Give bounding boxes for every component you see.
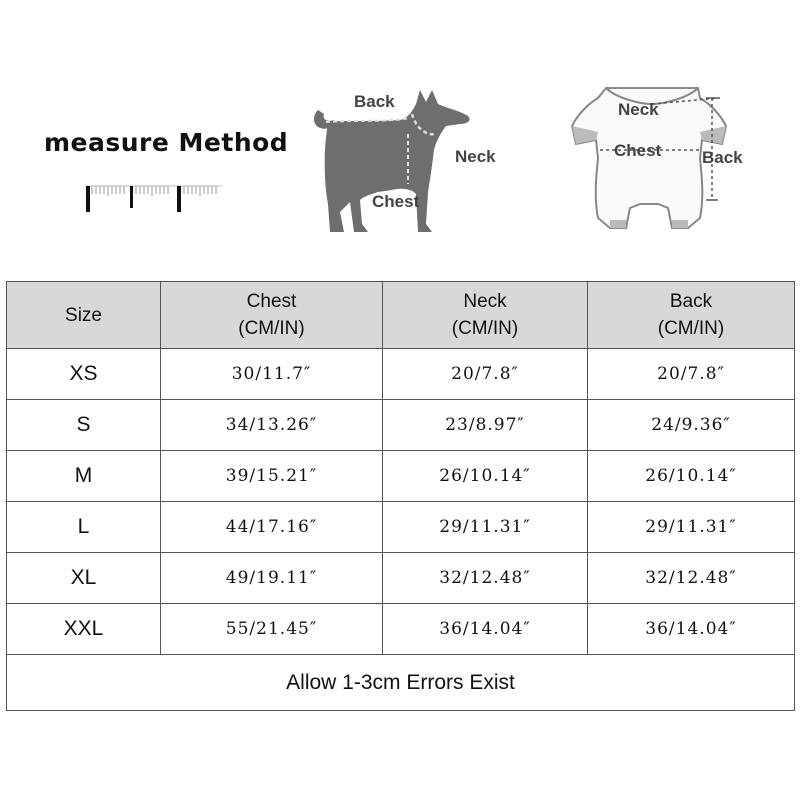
table-row bbox=[7, 604, 795, 655]
table-row bbox=[7, 502, 795, 553]
header-chest-label: Chest bbox=[246, 291, 297, 312]
size-cell: S bbox=[7, 400, 161, 451]
neck-cell: 32/12.48″ bbox=[383, 553, 588, 604]
page-title: measure Method bbox=[44, 128, 289, 157]
back-cell: 36/14.04″ bbox=[588, 604, 795, 655]
size-cell: L bbox=[7, 502, 161, 553]
back-cell: 20/7.8″ bbox=[588, 349, 795, 400]
chest-cell: 39/15.21″ bbox=[161, 451, 383, 502]
header-chest bbox=[161, 282, 383, 349]
neck-cell: 36/14.04″ bbox=[383, 604, 588, 655]
chest-cell: 34/13.26″ bbox=[161, 400, 383, 451]
back-cell: 32/12.48″ bbox=[588, 553, 795, 604]
dog-chest-label: Chest bbox=[372, 192, 420, 211]
shirt-chest-label: Chest bbox=[614, 141, 662, 160]
header-neck-label: Neck bbox=[463, 291, 507, 312]
dog-neck-label: Neck bbox=[455, 147, 496, 166]
table-row bbox=[7, 349, 795, 400]
size-cell: M bbox=[7, 451, 161, 502]
back-cell: 26/10.14″ bbox=[588, 451, 795, 502]
neck-cell: 20/7.8″ bbox=[383, 349, 588, 400]
table-row bbox=[7, 451, 795, 502]
back-cell: 29/11.31″ bbox=[588, 502, 795, 553]
dog-back-label: Back bbox=[354, 92, 395, 111]
error-note: Allow 1-3cm Errors Exist bbox=[7, 655, 795, 711]
chest-cell: 30/11.7″ bbox=[161, 349, 383, 400]
shirt-back-label: Back bbox=[702, 148, 743, 167]
chest-cell: 49/19.11″ bbox=[161, 553, 383, 604]
size-cell: XXL bbox=[7, 604, 161, 655]
table-header-row bbox=[7, 282, 795, 349]
size-cell: XS bbox=[7, 349, 161, 400]
size-cell: XL bbox=[7, 553, 161, 604]
header-neck-unit: (CM/IN) bbox=[451, 318, 519, 339]
table-note-row bbox=[7, 655, 795, 711]
dog-silhouette-icon bbox=[300, 84, 520, 254]
chest-cell: 44/17.16″ bbox=[161, 502, 383, 553]
size-chart-table bbox=[6, 281, 795, 711]
table-row bbox=[7, 553, 795, 604]
chest-cell: 55/21.45″ bbox=[161, 604, 383, 655]
table-row bbox=[7, 400, 795, 451]
shirt-neck-label: Neck bbox=[618, 100, 659, 119]
ruler-icon bbox=[86, 182, 222, 214]
header-neck bbox=[383, 282, 588, 349]
header-chest-unit: (CM/IN) bbox=[238, 318, 305, 339]
header-back-label: Back bbox=[669, 291, 713, 312]
neck-cell: 23/8.97″ bbox=[383, 400, 588, 451]
back-cell: 24/9.36″ bbox=[588, 400, 795, 451]
header-back-unit: (CM/IN) bbox=[657, 318, 725, 339]
neck-cell: 29/11.31″ bbox=[383, 502, 588, 553]
header-size: Size bbox=[7, 282, 161, 349]
shirt-measure-diagram bbox=[560, 78, 770, 243]
neck-cell: 26/10.14″ bbox=[383, 451, 588, 502]
dog-measure-diagram bbox=[300, 84, 520, 254]
header-back bbox=[588, 282, 795, 349]
